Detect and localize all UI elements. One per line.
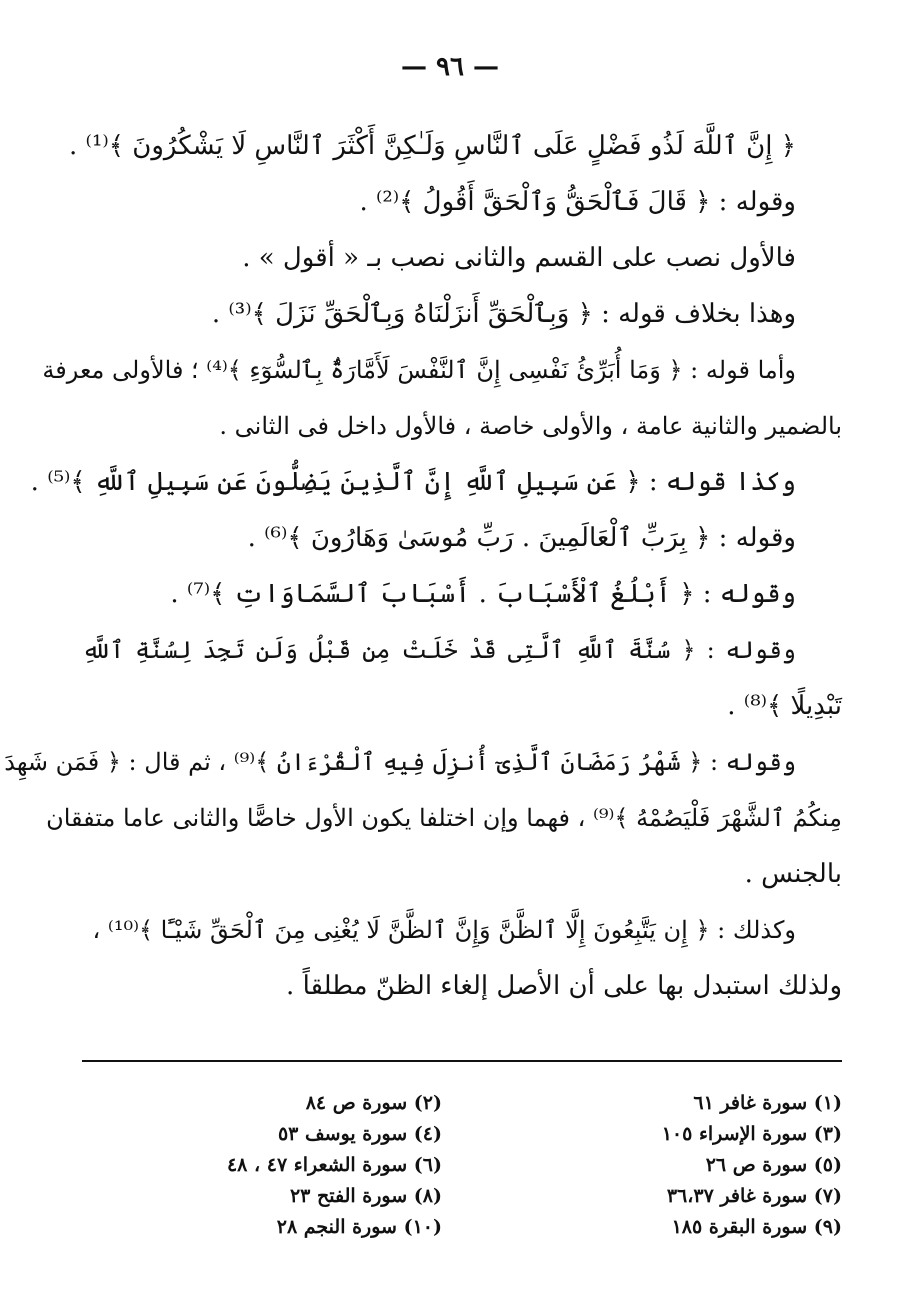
text-line: وقوله : ﴿ شَهْرُ رَمَضَانَ ٱلَّذِىٓ أُنزِلَ فِيهِ ٱلْقُرْءَانُ ﴾⁽⁹⁾ ، ثم قال : ﴿ فَمَن شَهِدَ <box>4 748 796 776</box>
footnote: (٩) سورة البقرة ١٨٥ <box>671 1216 842 1238</box>
text-line: وقوله : ﴿ أَبْلُغُ ٱلْأَسْبَابَ . أَسْبَابَ ٱلسَّمَاوَاتِ ﴾⁽⁷⁾ . <box>170 579 796 609</box>
footnote: (٥) سورة ص ٢٦ <box>705 1154 842 1176</box>
footnote-row <box>82 1181 842 1212</box>
text-line: وأما قوله : ﴿ وَمَا أُبَرِّئُ نَفْسِى إِنَّ ٱلنَّفْسَ لَأَمَّارَةٌۢ بِٱلسُّوٓءِ ﴾⁽⁴⁾ ؛ فالأولى معرفة <box>42 356 796 384</box>
footnote: (٦) سورة الشعراء ٤٧ ، ٤٨ <box>226 1154 442 1176</box>
text-line: فالأول نصب على القسم والثانى نصب بـ « أقول » . <box>242 243 796 273</box>
footnote-row <box>82 1212 842 1243</box>
text-line: وقوله : ﴿ قَالَ فَٱلْحَقُّ وَٱلْحَقَّ أَقُولُ ﴾⁽²⁾ . <box>359 187 796 217</box>
footnote: (٧) سورة غافر ٣٦،٣٧ <box>666 1185 842 1207</box>
footnote-row <box>82 1119 842 1150</box>
text-line: وكذا قوله : ﴿ عَن سَبِيلِ ٱللَّهِ إِنَّ ٱلَّذِينَ يَضِلُّونَ عَن سَبِيلِ ٱللَّهِ ﴾⁽⁵⁾ . <box>30 467 796 497</box>
text-line: وهذا بخلاف قوله : ﴿ وَبِٱلْحَقِّ أَنزَلْنَاهُ وَبِٱلْحَقِّ نَزَلَ ﴾⁽³⁾ . <box>211 299 796 329</box>
footnote: (٢) سورة ص ٨٤ <box>305 1092 442 1114</box>
body-text <box>4 118 842 1014</box>
text-line: بالجنس . <box>744 859 842 889</box>
text-line: ﴿ إِنَّ ٱللَّهَ لَذُو فَضْلٍ عَلَى ٱلنَّاسِ وَلَـٰكِنَّ أَكْثَرَ ٱلنَّاسِ لَا يَشْكُرُونَ ﴾⁽¹⁾ . <box>69 131 796 161</box>
page-number: — ٩٦ — <box>400 52 500 82</box>
footnotes <box>82 1088 842 1243</box>
text-line: بالضمير والثانية عامة ، والأولى خاصة ، فالأول داخل فى الثانى . <box>219 412 842 440</box>
text-line: وقوله : ﴿ سُنَّةَ ٱللَّهِ ٱلَّتِى قَدْ خَلَتْ مِن قَبْلُ وَلَن تَجِدَ لِسُنَّةِ ٱللَّهِ <box>82 636 796 664</box>
footnote-row <box>82 1088 842 1119</box>
text-line: ولذلك استبدل بها على أن الأصل إلغاء الظنّ مطلقاً . <box>286 971 842 1001</box>
text-line: وكذلك : ﴿ إِن يَتَّبِعُونَ إِلَّا ٱلظَّنَّ وَإِنَّ ٱلظَّنَّ لَا يُغْنِى مِنَ ٱلْحَقِّ شَيْـًٔا ﴾⁽¹⁰⁾ ، <box>92 916 796 944</box>
footnote: (٤) سورة يوسف ٥٣ <box>277 1123 442 1145</box>
text-line: مِنكُمُ ٱلشَّهْرَ فَلْيَصُمْهُ ﴾⁽⁹⁾ ، فهما وإن اختلفا يكون الأول خاصًّا والثانى عاما متفقان <box>46 804 842 832</box>
footnote: (١) سورة غافر ٦١ <box>693 1092 842 1114</box>
footnote-divider <box>82 1060 842 1062</box>
text-line: تَبْدِيلًا ﴾⁽⁸⁾ . <box>727 691 842 721</box>
footnote: (٨) سورة الفتح ٢٣ <box>289 1185 442 1207</box>
footnote: (٣) سورة الإسراء ١٠٥ <box>661 1123 842 1145</box>
footnote-row <box>82 1150 842 1181</box>
footnote: (١٠) سورة النجم ٢٨ <box>276 1216 442 1238</box>
text-line: وقوله : ﴿ بِرَبِّ ٱلْعَالَمِينَ . رَبِّ مُوسَىٰ وَهَارُونَ ﴾⁽⁶⁾ . <box>247 523 796 553</box>
